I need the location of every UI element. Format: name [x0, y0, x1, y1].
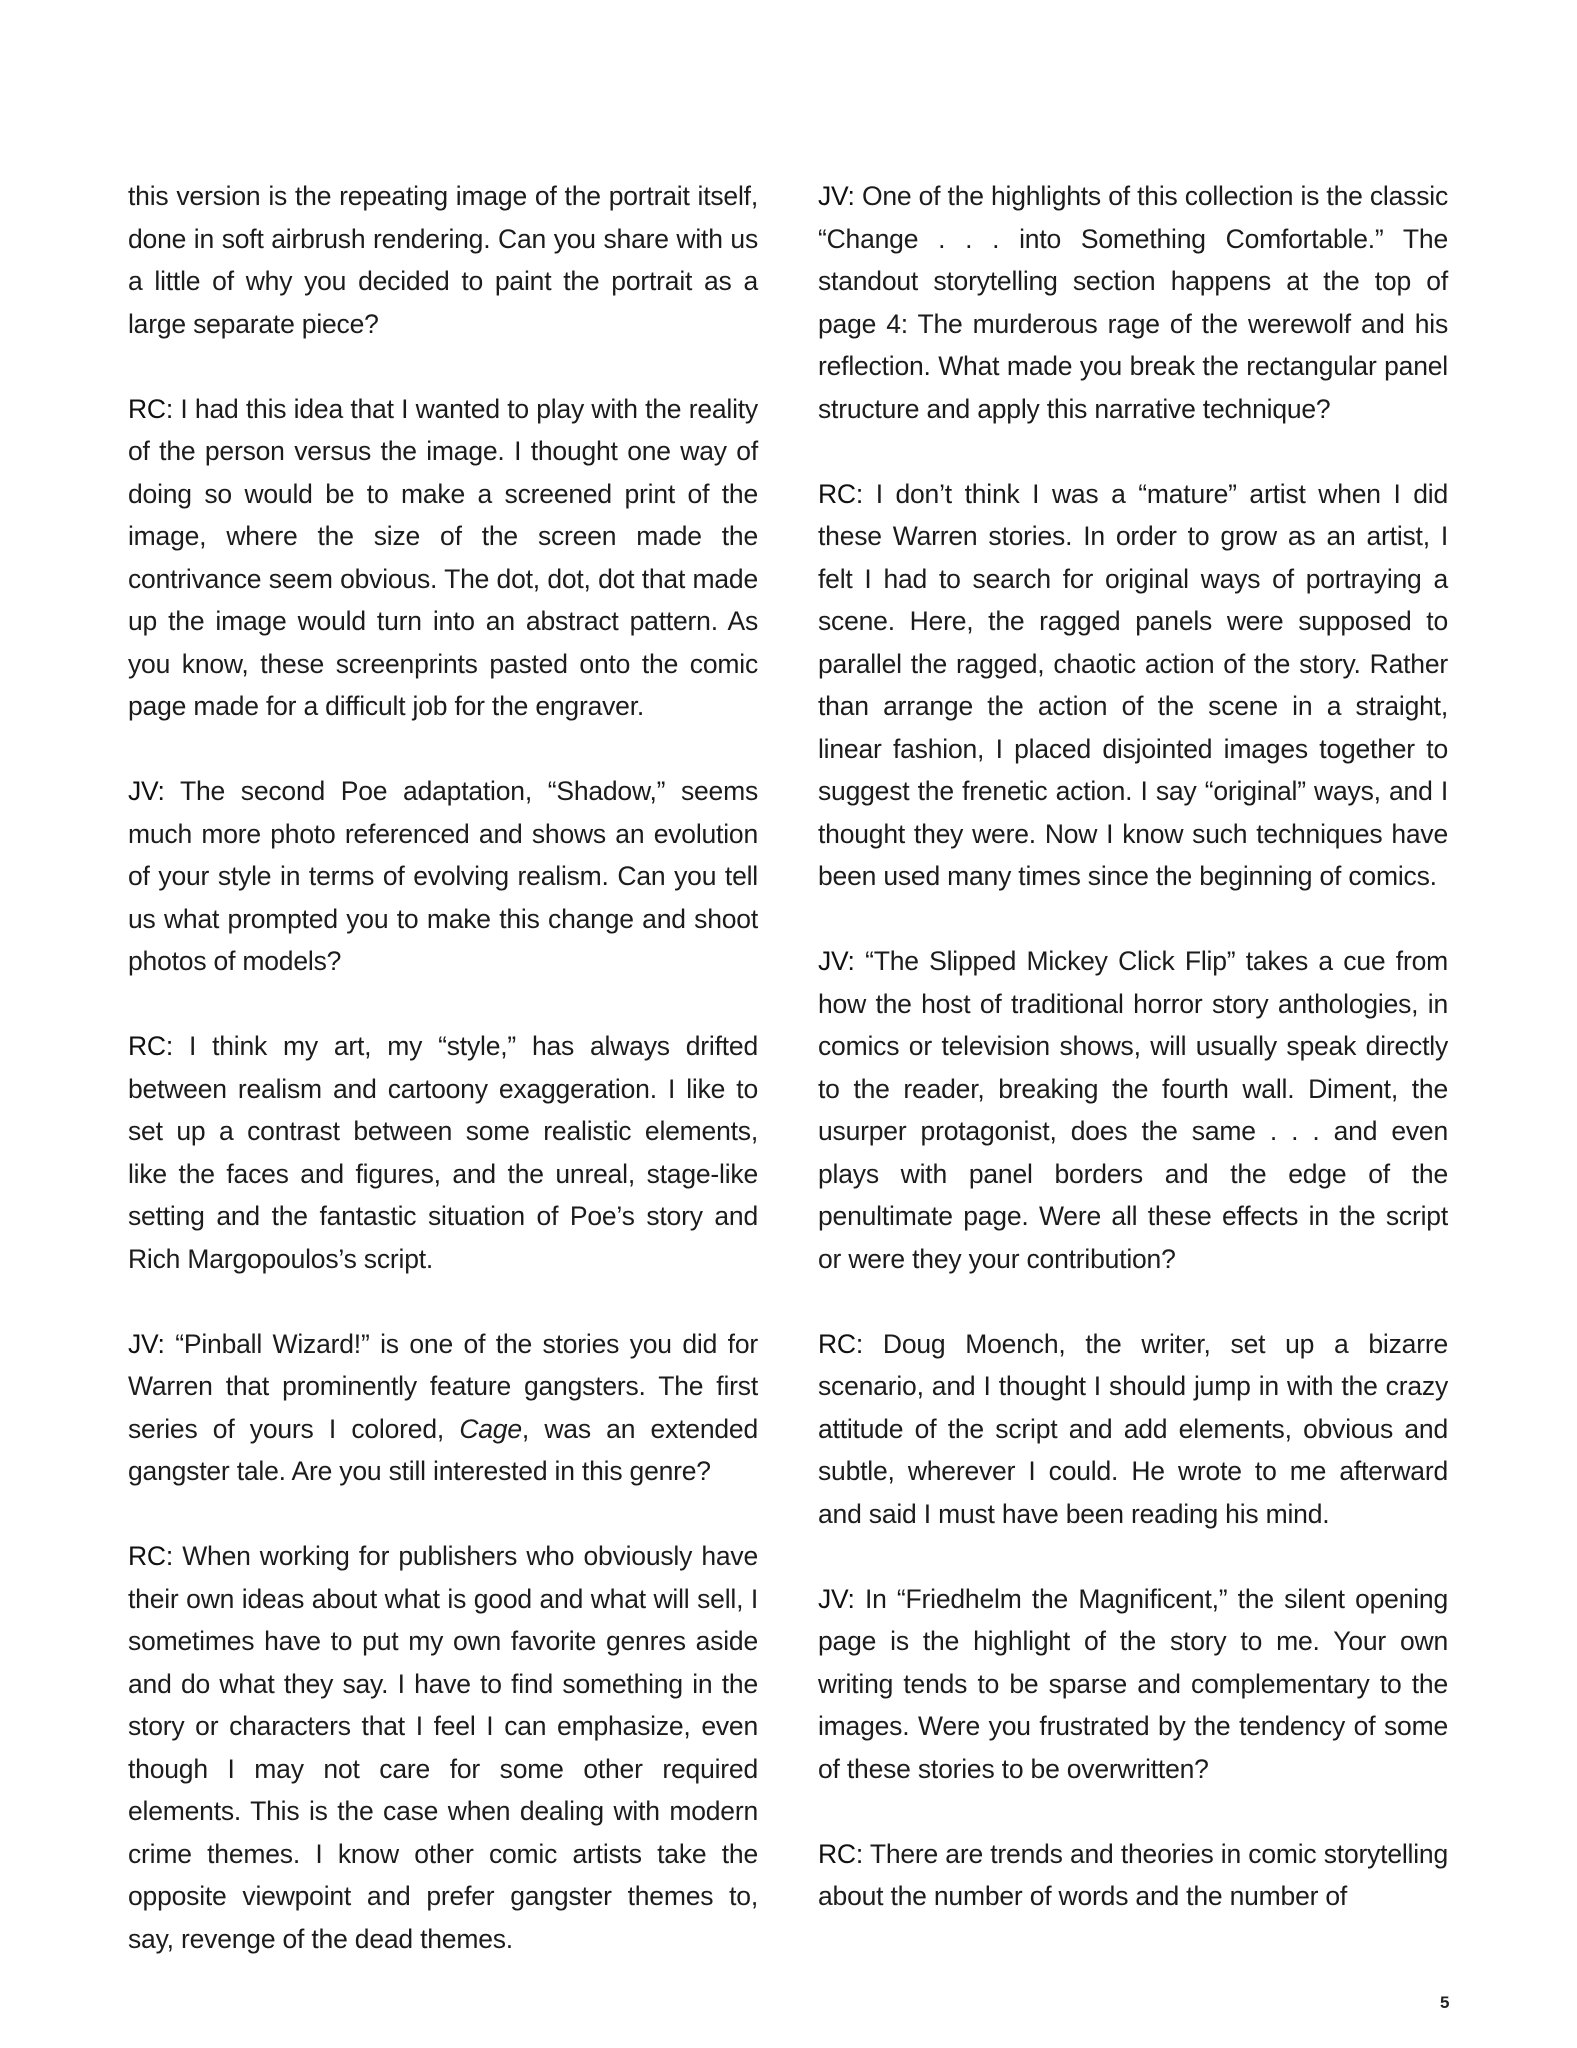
paragraph-text: There are trends and theories in comic storytelling about the number of words and the number of	[818, 1838, 1448, 1911]
speaker-label: JV:	[818, 946, 855, 976]
paragraph	[818, 175, 1448, 430]
paragraph-text: Doug Moench, the writer, set up a bizarre scenario, and I thought I should jump in with the crazy attitude of the script and add elements, obvious and subtle, wherever I could. He wrote to me afterward and said I must have been reading his mind.	[818, 1328, 1448, 1529]
speaker-label: JV:	[128, 776, 165, 806]
paragraph-text: One of the highlights of this collection is the classic “Change . . . into Something Comfortable.” The standout storytelling section happens at the top of page 4: The murderous rage of the werewolf and his reflection. What made you break the rectangular panel structure and apply this narrative technique?	[818, 181, 1448, 424]
paragraph	[818, 940, 1448, 1280]
speaker-label: RC:	[818, 1328, 864, 1359]
paragraph-text: I had this idea that I wanted to play with the reality of the person versus the image. I thought one way of doing so would be to make a screened print of the image, where the size of the screen made the contrivance seem obvious. The dot, dot, dot that made up the image would turn into an abstract pattern. As you know, these screenprints pasted onto the comic page made for a difficult job for the engraver.	[128, 393, 758, 721]
paragraph-text: this version is the repeating image of the portrait itself, done in soft airbrush rendering. Can you share with us a little of why you decided to paint the portrait as a large separate piece?	[128, 181, 758, 339]
paragraph-text: The second Poe adaptation, “Shadow,” seems much more photo referenced and shows an evolution of your style in terms of evolving realism. Can you tell us what prompted you to make this change and shoot photos of models?	[128, 776, 759, 976]
speaker-label: RC:	[818, 478, 864, 509]
paragraph	[818, 1833, 1448, 1918]
paragraph-text: I don’t think I was a “mature” artist when I did these Warren stories. In order to grow as an artist, I felt I had to search for original ways of portraying a scene. Here, the ragged panels were supposed to parallel the ragged, chaotic action of the story. Rather than arrange the action of the scene in a straight, linear fashion, I placed disjointed images together to suggest the frenetic action. I say “original” ways, and I thought they were. Now I know such techniques have been used many times since the beginning of comics.	[818, 478, 1449, 891]
paragraph	[128, 175, 758, 345]
paragraph	[818, 1578, 1448, 1791]
right-column	[818, 175, 1448, 1960]
paragraph-text: , was an extended gangster tale. Are you still interested in this genre?	[128, 1413, 758, 1486]
left-column	[128, 175, 758, 2003]
paragraph-text: When working for publishers who obviously have their own ideas about what is good and what will sell, I sometimes have to put my own favorite genres aside and do what they say. I have to find something in the story or characters that I feel I can emphasize, even though I may not care for some other required elements. This is the case when dealing with modern crime themes. I know other comic artists take the opposite viewpoint and prefer gangster themes to, say, revenge of the dead themes.	[128, 1541, 758, 1954]
paragraph-text: “The Slipped Mickey Click Flip” takes a cue from how the host of traditional horror story anthologies, in comics or television shows, will usually speak directly to the reader, breaking the fourth wall. Diment, the usurper protagonist, does the same . . . and even plays with panel borders and the edge of the penultimate page. Were all these effects in the script or were they your contribution?	[818, 946, 1448, 1274]
paragraph	[128, 1535, 758, 1960]
speaker-label: JV:	[818, 1583, 855, 1614]
paragraph	[128, 1025, 758, 1280]
italic-title: Cage	[459, 1413, 522, 1444]
speaker-label: RC:	[818, 1838, 864, 1869]
page-number: 5	[1440, 1993, 1450, 2012]
paragraph	[818, 1323, 1448, 1536]
speaker-label: JV:	[818, 181, 855, 211]
speaker-label: JV:	[128, 1328, 165, 1359]
paragraph	[128, 1323, 758, 1493]
paragraph	[128, 388, 758, 728]
speaker-label: RC:	[128, 1031, 174, 1061]
paragraph-text: In “Friedhelm the Magnificent,” the silent opening page is the highlight of the story to me. Your own writing tends to be sparse and complementary to the images. Were you frustrated by the tendency of some of these stories to be overwritten?	[818, 1583, 1448, 1784]
speaker-label: RC:	[128, 393, 174, 424]
paragraph	[818, 473, 1448, 898]
paragraph-text: “Pinball Wizard!” is one of the stories you did for Warren that prominently feature gangsters. The first series of yours I colored,	[128, 1328, 758, 1444]
paragraph-text: I think my art, my “style,” has always drifted between realism and cartoony exaggeration. I like to set up a contrast between some realistic elements, like the faces and figures, and the unreal, stage-like setting and the fantastic situation of Poe’s story and Rich Margopoulos’s script.	[128, 1031, 758, 1274]
paragraph	[128, 770, 758, 983]
speaker-label: RC:	[128, 1541, 174, 1571]
